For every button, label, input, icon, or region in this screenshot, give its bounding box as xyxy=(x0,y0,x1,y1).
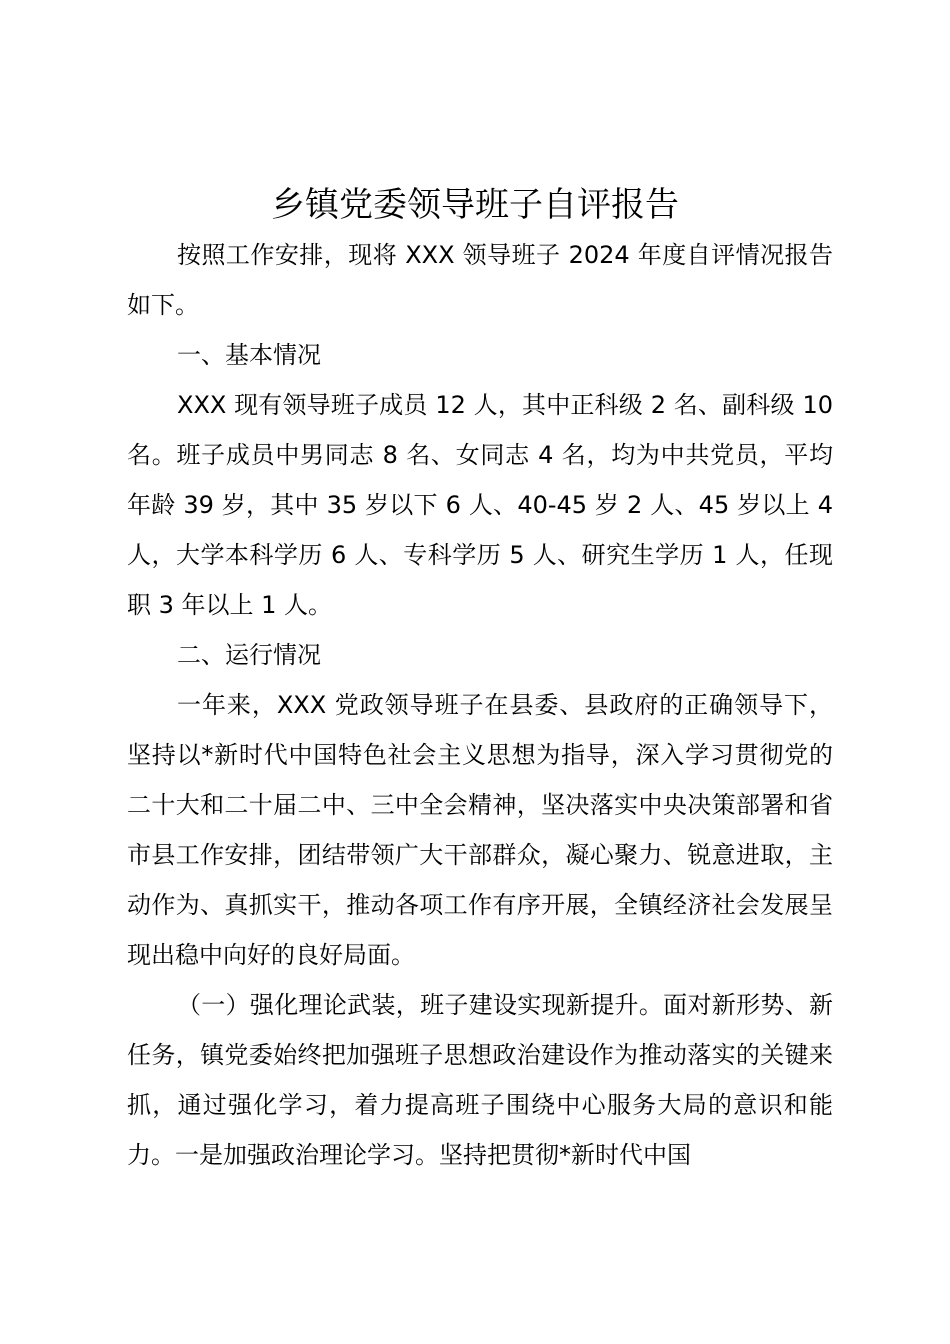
section-heading-operation: 二、运行情况 xyxy=(177,641,321,669)
document-body xyxy=(127,230,833,1180)
basic-info-paragraph: XXX 现有领导班子成员 12 人，其中正科级 2 名、副科级 10 名。班子成员中男同志 8 名、女同志 4 名，均为中共党员，平均年龄 39 岁，其中 35 岁以下 6 人、40-45 岁 2 人、45 岁以上 4 人，大学本科学历 6 人、专科学历 5 人、研究生学历 1 人，任现职 3 年以上 1 人。 xyxy=(127,391,833,619)
section-heading-basic: 一、基本情况 xyxy=(177,341,321,369)
theory-paragraph: （一）强化理论武装，班子建设实现新提升。面对新形势、新任务，镇党委始终把加强班子思想政治建设作为推动落实的关键来抓，通过强化学习，着力提高班子围绕中心服务大局的意识和能力。一是加强政治理论学习。坚持把贯彻*新时代中国 xyxy=(127,991,833,1169)
operation-paragraph: 一年来，XXX 党政领导班子在县委、县政府的正确领导下，坚持以*新时代中国特色社会主义思想为指导，深入学习贯彻党的二十大和二十届二中、三中全会精神，坚决落实中央决策部署和省市县工作安排，团结带领广大干部群众，凝心聚力、锐意进取，主动作为、真抓实干，推动各项工作有序开展，全镇经济社会发展呈现出稳中向好的良好局面。 xyxy=(127,691,833,969)
document-title: 乡镇党委领导班子自评报告 xyxy=(271,185,679,225)
intro-paragraph: 按照工作安排，现将 XXX 领导班子 2024 年度自评情况报告如下。 xyxy=(127,241,833,319)
